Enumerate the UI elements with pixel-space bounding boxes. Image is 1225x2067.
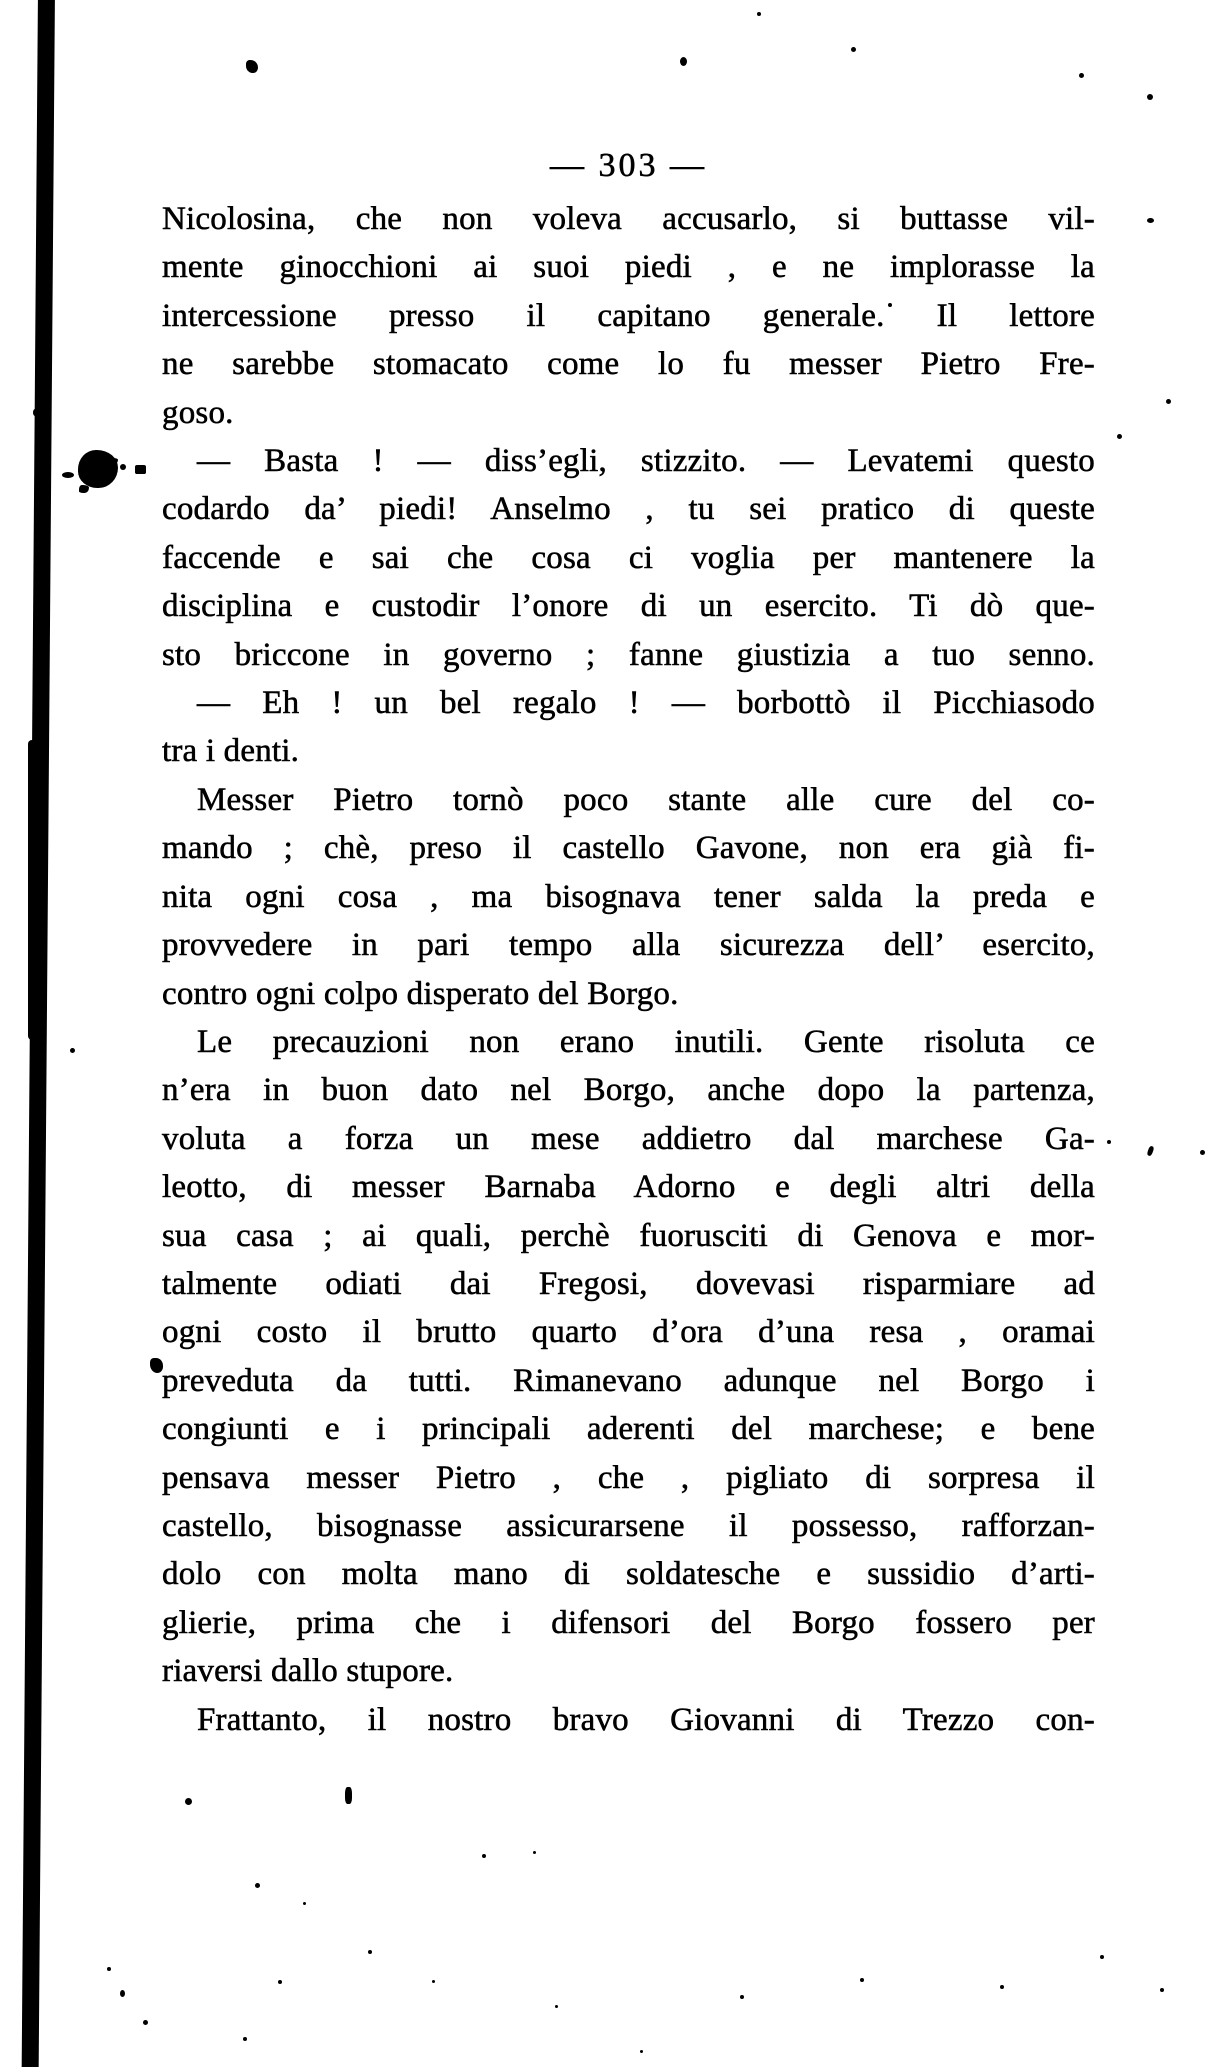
ink-speck <box>345 1787 352 1804</box>
ink-speck <box>680 57 687 66</box>
text-line: leotto, di messer Barnaba Adorno e degli altri della <box>162 1169 1095 1206</box>
scan-edge-bulge <box>24 1840 38 2067</box>
ink-speck <box>62 472 74 478</box>
text-line: pensava messer Pietro , che , pigliato di sorpresa il <box>162 1459 1095 1496</box>
ink-speck <box>1166 399 1171 404</box>
text-line: sto briccone in governo ; fanne giustizia a tuo senno. <box>162 636 1095 673</box>
text-line: faccende e sai che cosa ci voglia per mantenere la <box>162 539 1095 576</box>
text-line: nita ogni cosa , ma bisognava tener salda la preda e <box>162 878 1095 915</box>
ink-speck <box>1107 1140 1111 1144</box>
text-line: tra i denti. <box>162 733 300 770</box>
ink-speck <box>255 1883 260 1888</box>
text-line: n’era in buon dato nel Borgo, anche dopo la partenza, <box>162 1072 1095 1109</box>
text-line: provvedere in pari tempo alla sicurezza dell’ esercito, <box>162 927 1095 964</box>
text-line: ne sarebbe stomacato come lo fu messer Pietro Fre- <box>162 346 1095 383</box>
text-line: congiunti e i principali aderenti del marchese; e bene <box>162 1411 1095 1448</box>
ink-speck <box>143 2020 148 2025</box>
scan-edge-bar <box>22 0 55 2067</box>
text-line: dolo con molta mano di soldatesche e sussidio d’arti- <box>162 1556 1095 1593</box>
ink-speck <box>70 1048 75 1053</box>
text-line: Nicolosina, che non voleva accusarlo, si buttasse vil- <box>162 201 1095 237</box>
text-line: — Basta ! — diss’egli, stizzito. — Levatemi questo <box>197 443 1095 480</box>
ink-speck <box>1200 1150 1205 1155</box>
text-line: voluta a forza un mese addietro dal marchese Ga- <box>162 1120 1095 1157</box>
text-line: preveduta da tutti. Rimanevano adunque nel Borgo i <box>162 1362 1095 1399</box>
ink-speck <box>860 1978 864 1982</box>
paragraph <box>162 195 1095 437</box>
ink-speck <box>1079 73 1084 78</box>
ink-speck <box>135 465 146 474</box>
text-line: talmente odiati dai Fregosi, dovevasi risparmiare ad <box>162 1265 1095 1302</box>
ink-speck <box>1117 434 1122 439</box>
ink-speck <box>555 2005 558 2008</box>
text-line: mente ginocchioni ai suoi piedi , e ne implorasse la <box>162 249 1095 286</box>
ink-speck <box>368 1950 372 1954</box>
text-line: sua casa ; ai quali, perchè fuorusciti di Genova e mor- <box>162 1217 1095 1254</box>
ink-speck <box>1147 94 1153 100</box>
ink-speck <box>1000 1985 1004 1989</box>
text-line: Messer Pietro tornò poco stante alle cure del co- <box>197 781 1095 818</box>
ink-speck <box>107 1967 111 1971</box>
text-line: Frattanto, il nostro bravo Giovanni di Trezzo con- <box>197 1701 1095 1738</box>
text-line: Le precauzioni non erano inutili. Gente risoluta ce <box>197 1023 1095 1060</box>
text-line: disciplina e custodir l’onore di un esercito. Ti dò que- <box>162 588 1095 625</box>
ink-speck <box>1147 218 1154 223</box>
ink-speck <box>851 47 856 52</box>
ink-speck <box>25 1651 31 1657</box>
text-line: contro ogni colpo disperato del Borgo. <box>162 975 679 1012</box>
text-line: goso. <box>162 394 234 431</box>
paragraph <box>162 437 1095 679</box>
paragraph <box>162 776 1095 1018</box>
paragraph <box>162 1018 1095 1696</box>
page-number: — 303 — <box>550 147 707 184</box>
ink-speck <box>185 1798 192 1805</box>
text-line: glierie, prima che i difensori del Borgo fossero per <box>162 1604 1095 1641</box>
ink-speck <box>246 60 258 73</box>
text-line: intercessione presso il capitano generale. Il lettore <box>162 297 1095 334</box>
ink-speck <box>243 2037 247 2041</box>
scan-edge-bulge <box>28 740 38 1040</box>
ink-speck <box>1160 1988 1164 1992</box>
ink-speck <box>740 1995 744 1999</box>
text-line: mando ; chè, preso il castello Gavone, non era già fi- <box>162 830 1095 867</box>
ink-speck <box>120 1990 125 1997</box>
text-block <box>162 146 1095 1744</box>
ink-speck <box>303 1902 306 1905</box>
ink-blot <box>78 450 118 488</box>
text-line: — Eh ! un bel regalo ! — borbottò il Picchiasodo <box>197 685 1095 722</box>
ink-speck <box>33 409 37 416</box>
text-line: ogni costo il brutto quarto d’ora d’una resa , oramai <box>162 1314 1095 1351</box>
ink-speck <box>1146 1145 1154 1156</box>
ink-speck <box>482 1854 486 1858</box>
text-line: castello, bisognasse assicurarsene il possesso, rafforzan- <box>162 1507 1095 1544</box>
ink-speck <box>757 12 761 16</box>
ink-speck <box>120 464 126 470</box>
text-line: codardo da’ piedi! Anselmo , tu sei pratico di queste <box>162 491 1095 528</box>
ink-speck <box>1100 1955 1104 1959</box>
paragraph <box>162 679 1095 776</box>
text-line: riaversi dallo stupore. <box>162 1653 454 1690</box>
ink-speck <box>278 1980 282 1984</box>
paragraph <box>162 1696 1095 1744</box>
ink-speck <box>432 1980 435 1983</box>
ink-speck <box>533 1851 536 1854</box>
ink-speck <box>640 2050 643 2053</box>
